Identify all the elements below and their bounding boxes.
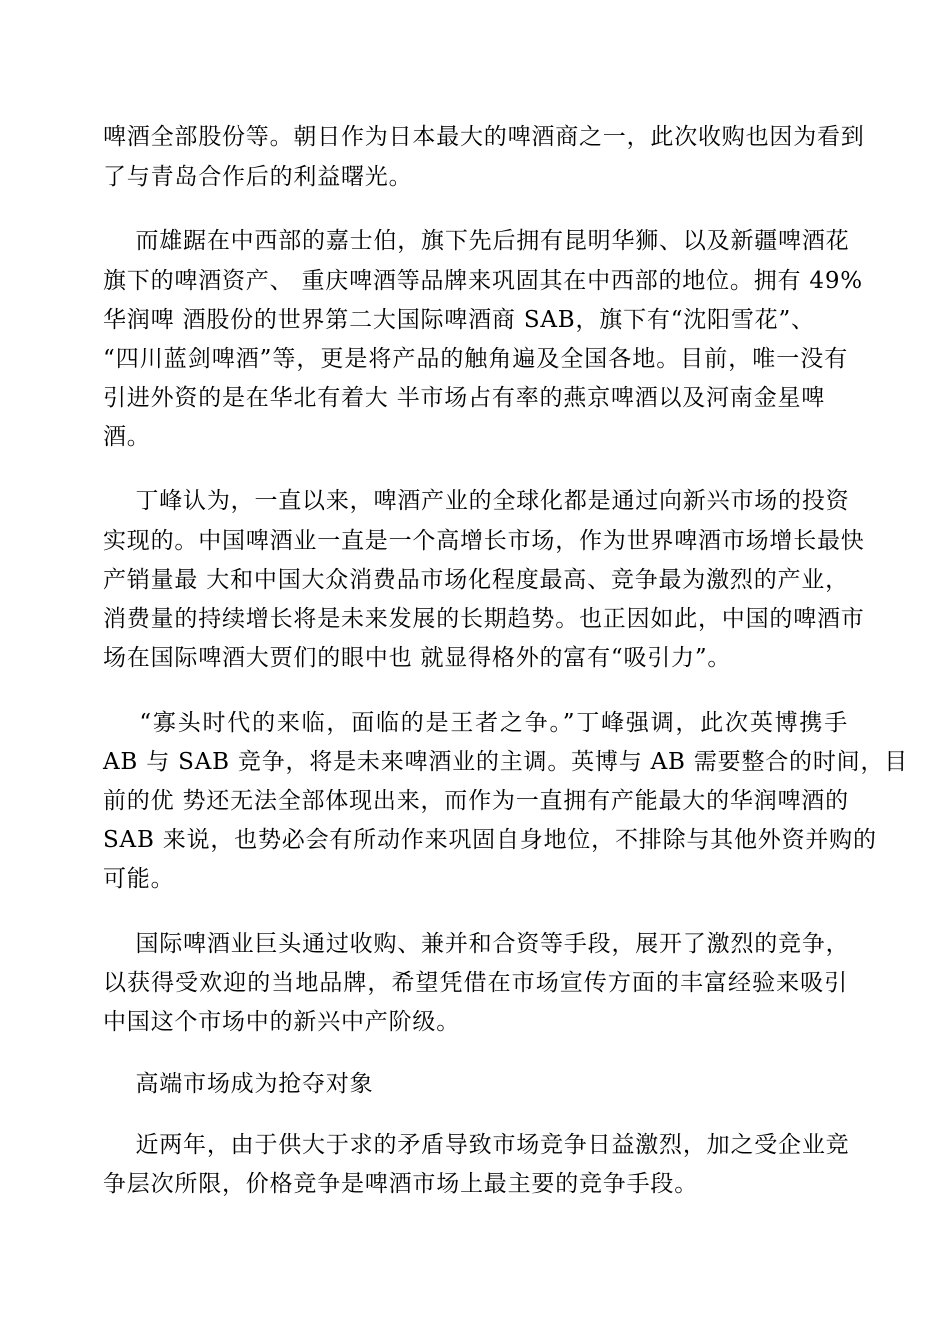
paragraph-5-line-2: 以获得受欢迎的当地品牌，希望凭借在市场宣传方面的丰富经验来吸引 [103,970,848,996]
paragraph-2-line-5: 引进外资的是在华北有着大 半市场占有率的燕京啤酒以及河南金星啤 [103,385,826,411]
paragraph-3-line-1: 丁峰认为，一直以来，啤酒产业的全球化都是通过向新兴市场的投资 [103,488,850,514]
paragraph-4-line-3: 前的优 势还无法全部体现出来，而作为一直拥有产能最大的华润啤酒的 [103,788,849,814]
paragraph-7-line-2: 争层次所限，价格竞争是啤酒市场上最主要的竞争手段。 [103,1171,698,1197]
paragraph-5-line-3: 中国这个市场中的新兴中产阶级。 [103,1009,460,1035]
paragraph-4-line-5: 可能。 [103,866,175,892]
paragraph-5-line-1: 国际啤酒业巨头通过收购、兼并和合资等手段，展开了激烈的竞争， [103,931,850,957]
paragraph-2-line-6: 酒。 [103,424,151,450]
paragraph-7-line-1: 近两年，由于供大于求的矛盾导致市场竞争日益激烈，加之受企业竞 [103,1132,850,1158]
section-heading: 高端市场成为抢夺对象 [103,1071,374,1097]
paragraph-2-line-1: 而雄踞在中西部的嘉士伯，旗下先后拥有昆明华狮、以及新疆啤酒花 [103,228,850,254]
paragraph-2-line-2: 旗下的啤酒资产、 重庆啤酒等品牌来巩固其在中西部的地位。拥有 49% [103,268,863,294]
paragraph-2-line-3: 华润啤 酒股份的世界第二大国际啤酒商 SAB，旗下有“沈阳雪花”、 [103,307,815,333]
paragraph-4-line-2: AB 与 SAB 竞争，将是未来啤酒业的主调。英博与 AB 需要整合的时间，目 [103,749,909,775]
paragraph-3-line-5: 场在国际啤酒大贾们的眼中也 就显得格外的富有“吸引力”。 [103,645,732,671]
paragraph-4-line-4: SAB 来说，也势必会有所动作来巩固自身地位，不排除与其他外资并购的 [103,827,877,853]
paragraph-2-line-4: “四川蓝剑啤酒”等，更是将产品的触角遍及全国各地。目前，唯一没有 [103,346,848,372]
paragraph-1-line-2: 了与青岛合作后的利益曙光。 [103,164,413,190]
paragraph-4-line-1: “寡头时代的来临，面临的是王者之争。”丁峰强调，此次英博携手 [103,710,848,736]
paragraph-1-line-1: 啤酒全部股份等。朝日作为日本最大的啤酒商之一，此次收购也因为看到 [103,124,865,150]
paragraph-3-line-2: 实现的。中国啤酒业一直是一个高增长市场，作为世界啤酒市场增长最快 [103,528,865,554]
paragraph-3-line-3: 产销量最 大和中国大众消费品市场化程度最高、竞争最为激烈的产业， [103,567,849,593]
paragraph-3-line-4: 消费量的持续增长将是未来发展的长期趋势。也正因如此，中国的啤酒市 [103,606,865,632]
